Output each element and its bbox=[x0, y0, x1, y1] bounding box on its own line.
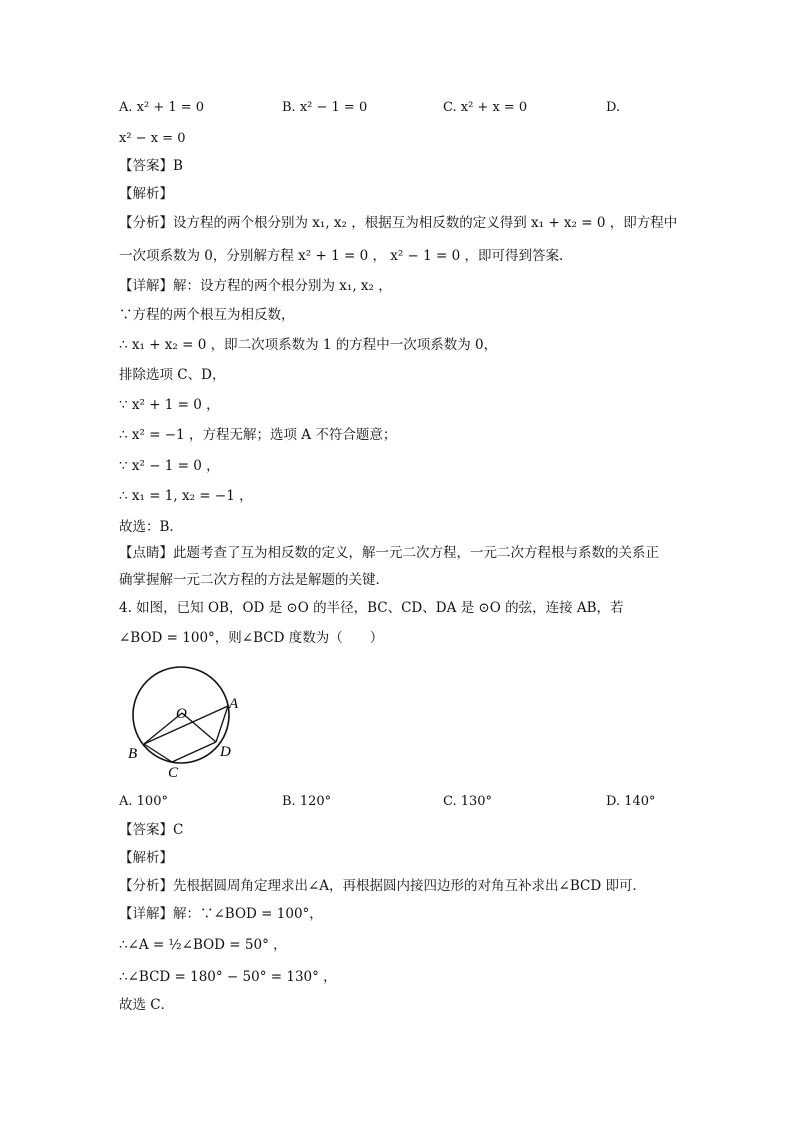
q4-option-c: C. 130° bbox=[443, 794, 493, 809]
q4-stem-line-1: 4. 如图，已知 OB，OD 是 ⊙O 的半径，BC、CD、DA 是 ⊙O 的弦，连接 AB，若 bbox=[119, 600, 624, 616]
q4-option-d: D. 140° bbox=[606, 794, 656, 809]
q4-jiexi-heading: 【解析】 bbox=[119, 850, 173, 866]
radius-od bbox=[182, 713, 216, 742]
circle-figure bbox=[122, 660, 252, 780]
q4-analysis: 【分析】先根据圆周角定理求出∠A，再根据圆内接四边形的对角互补求出∠BCD 即可． bbox=[119, 878, 646, 894]
chord-cd bbox=[172, 742, 216, 762]
q4-option-b: B. 120° bbox=[282, 794, 332, 809]
q3-jiexi-heading: 【解析】 bbox=[119, 186, 173, 202]
q3-detail-line-2: ∵方程的两个根互为相反数， bbox=[119, 307, 295, 323]
q3-analysis-line-1: 【分析】设方程的两个根分别为 x₁, x₂ ，根据互为相反数的定义得到 x₁ + x₂ = 0 ，即方程中 bbox=[119, 215, 678, 231]
q3-answer: 【答案】B bbox=[119, 158, 183, 174]
q3-analysis-line-2: 一次项系数为 0，分别解方程 x² + 1 = 0 ， x² − 1 = 0 ，即可得到答案. bbox=[119, 248, 564, 264]
q4-detail-line-4: 故选 C． bbox=[119, 997, 175, 1013]
q4-detail-line-2: ∴∠A = ½∠BOD = 50° ， bbox=[119, 937, 287, 953]
q3-detail-line-5: ∵ x² + 1 = 0 ， bbox=[119, 397, 220, 413]
q3-option-c: C. x² + x = 0 bbox=[443, 100, 528, 115]
label-o: O bbox=[176, 706, 187, 722]
q4-detail-line-3: ∴∠BCD = 180° − 50° = 130° ， bbox=[119, 969, 337, 985]
q4-option-a: A. 100° bbox=[119, 794, 168, 809]
q3-key-point-line-2: 确掌握解一元二次方程的方法是解题的关键. bbox=[119, 572, 380, 588]
q3-detail-line-8: ∴ x₁ = 1, x₂ = −1 ， bbox=[119, 488, 253, 504]
q3-option-d-equation: x² − x = 0 bbox=[119, 131, 186, 146]
chord-bc bbox=[144, 744, 172, 762]
chord-da bbox=[216, 706, 228, 742]
q3-detail-line-1: 【详解】解：设方程的两个根分别为 x₁, x₂ ， bbox=[119, 278, 392, 294]
label-a: A bbox=[229, 696, 239, 712]
label-b: B bbox=[128, 746, 138, 762]
q3-option-d: D. bbox=[606, 100, 621, 115]
q3-option-a: A. x² + 1 = 0 bbox=[119, 100, 205, 115]
q3-detail-line-6: ∴ x² = −1 ，方程无解；选项 A 不符合题意； bbox=[119, 427, 397, 443]
label-d: D bbox=[220, 744, 231, 760]
q3-detail-line-4: 排除选项 C、D， bbox=[119, 367, 226, 383]
q3-detail-line-3: ∴ x₁ + x₂ = 0 ，即二次项系数为 1 的方程中一次项系数为 0， bbox=[119, 337, 498, 353]
q4-answer: 【答案】C bbox=[119, 822, 184, 838]
q4-stem-line-2: ∠BOD = 100°，则∠BCD 度数为（ ） bbox=[119, 630, 384, 646]
q3-detail-line-9: 故选：B． bbox=[119, 519, 183, 535]
q4-detail-line-1: 【详解】解：∵∠BOD = 100°， bbox=[119, 906, 323, 922]
label-c: C bbox=[168, 765, 179, 780]
q3-option-b: B. x² − 1 = 0 bbox=[282, 100, 368, 115]
q3-detail-line-7: ∵ x² − 1 = 0 ， bbox=[119, 458, 220, 474]
q3-key-point-line-1: 【点睛】此题考查了互为相反数的定义，解一元二次方程，一元二次方程根与系数的关系正 bbox=[119, 545, 659, 561]
